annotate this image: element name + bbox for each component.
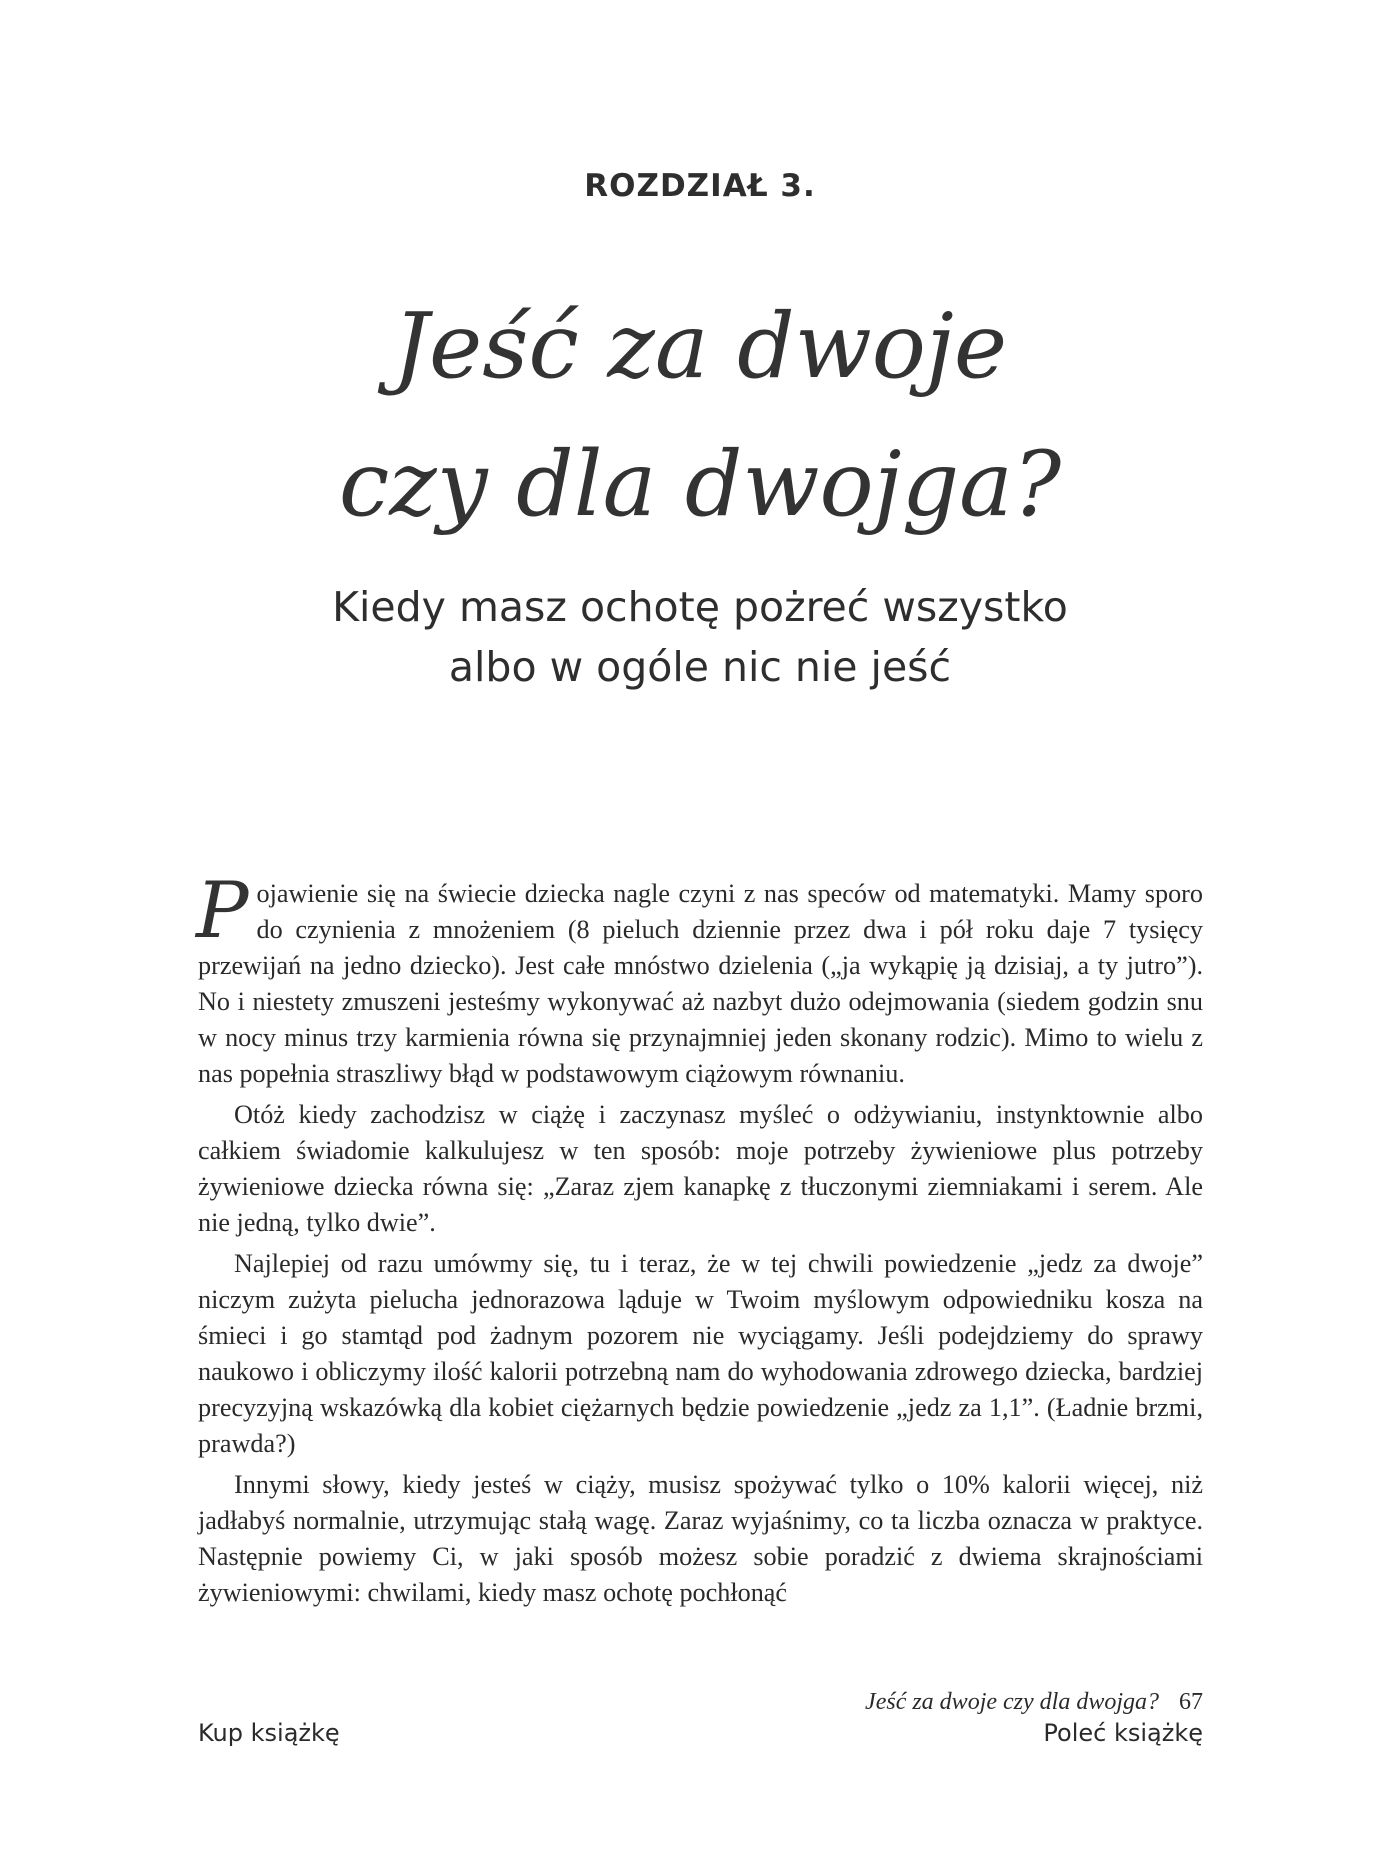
chapter-subtitle-line-2: albo w ogóle nic nie jeść	[448, 643, 952, 691]
chapter-subtitle-line-1: Kiedy masz ochotę pożreć wszystko	[332, 583, 1068, 631]
paragraph-1	[196, 866, 1203, 1092]
paragraph-3: Najlepiej od razu umówmy się, tu i teraz, że w tej chwili powiedzenie „jedz za dwoje” niczym zużyta pielucha jednorazowa ląduje w Twoim myślowym odpowiedniku kosza na śmieci i go stamtąd pod żadnym pozorem nie wyciągamy. Jeśli podejdziemy do sprawy naukowo i obliczymy ilość kalorii potrzebną nam do wyhodowania zdrowego dziecka, bardziej precyzyjną wskazówką dla kobiet ciężarnych będzie powiedzenie „jedz za 1,1”. (Ładnie brzmi, prawda?)	[198, 1249, 1203, 1458]
page-number: 67	[1179, 1689, 1203, 1715]
running-title: Jeść za dwoje czy dla dwojga?	[865, 1689, 1159, 1715]
paragraph-4: Innymi słowy, kiedy jesteś w ciąży, musisz spożywać tylko o 10% kalorii więcej, niż jadłabyś normalnie, utrzymując stałą wagę. Zaraz wyjaśnimy, co ta liczba oznacza w praktyce. Następnie powiemy Ci, w jaki sposób możesz sobie poradzić z dwiema skrajnościami żywieniowymi: chwilami, kiedy masz ochotę pochłonąć	[198, 1470, 1203, 1607]
paragraph-2: Otóż kiedy zachodzisz w ciążę i zaczynasz myśleć o odżywianiu, instynktownie albo całkiem świadomie kalkulujesz w ten sposób: moje potrzeby żywieniowe plus potrzeby żywieniowe dziecka równa się: „Zaraz zjem kanapkę z tłuczonymi ziemniakami i serem. Ale nie jedną, tylko dwie”.	[198, 1100, 1203, 1237]
drop-cap: P	[196, 866, 249, 956]
chapter-label: ROZDZIAŁ 3.	[584, 168, 816, 204]
running-footer	[865, 1689, 1203, 1716]
body-text	[196, 866, 1203, 1616]
paragraph-1-text: ojawienie się na świecie dziecka nagle czyni z nas speców od matematyki. Mamy sporo do czynienia z mnożeniem (8 pieluch dziennie przez dwa i pół roku daje 7 tysięcy przewijań na jedno dziecko). Jest całe mnóstwo dzielenia („ja wykąpię ją dzisiaj, a ty jutro”). No i niestety zmuszeni jesteśmy wykonywać aż nazbyt dużo odejmowania (siedem godzin snu w nocy minus trzy karmienia równa się przynajmniej jeden skonany rodzic). Mimo to wielu z nas popełnia straszliwy błąd w podstawowym ciążowym równaniu.	[198, 879, 1203, 1088]
chapter-subtitle	[0, 577, 1400, 697]
buy-book-link[interactable]: Kup książkę	[198, 1719, 340, 1747]
chapter-title	[0, 278, 1400, 554]
chapter-title-line-1: Jeść za dwoje	[392, 294, 1008, 399]
chapter-title-line-2: czy dla dwojga?	[338, 432, 1062, 537]
recommend-book-link[interactable]: Poleć książkę	[1043, 1719, 1203, 1747]
